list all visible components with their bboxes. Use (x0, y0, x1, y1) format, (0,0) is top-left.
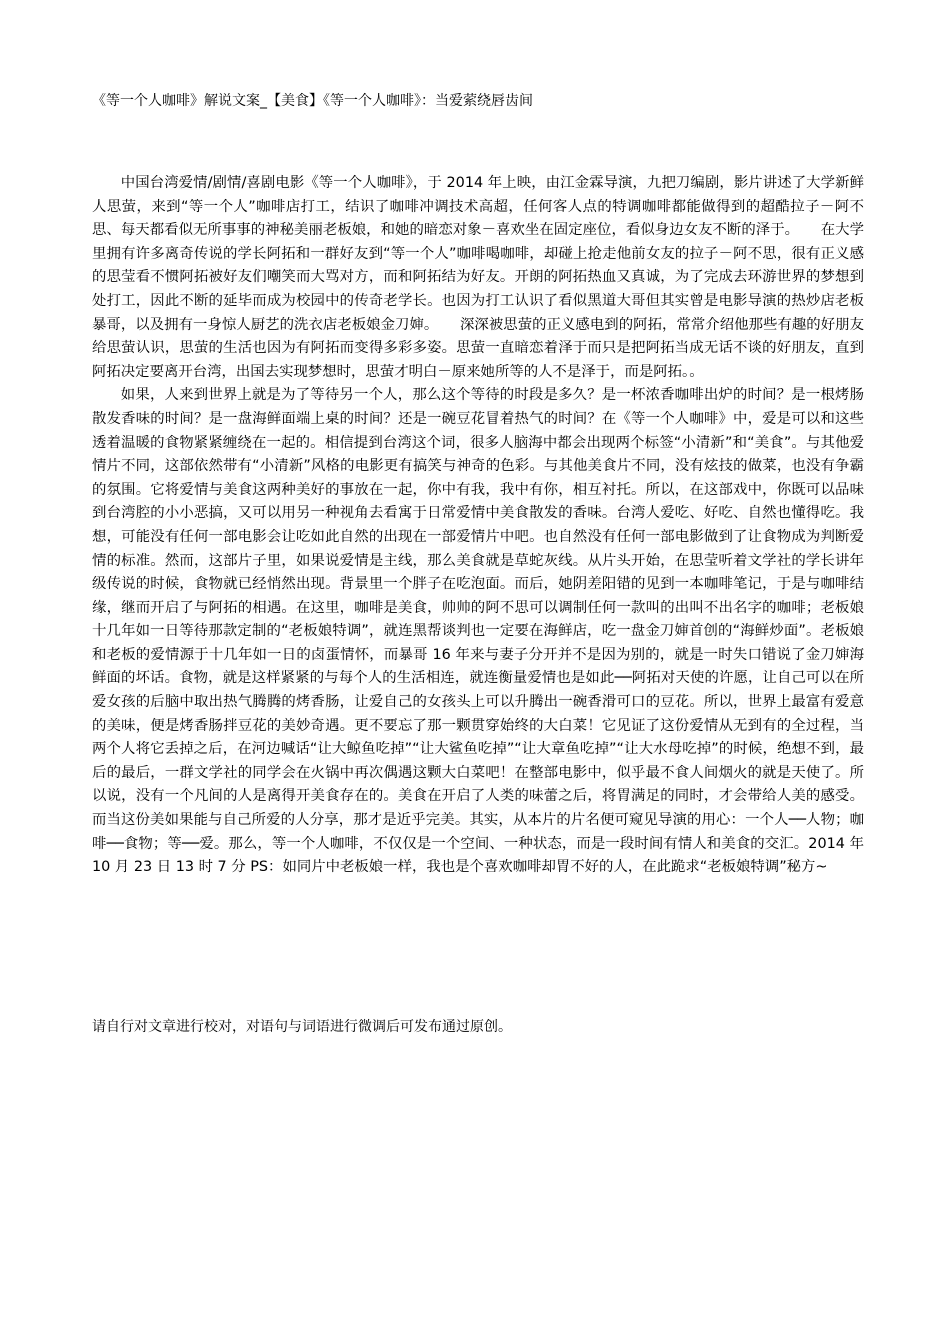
paragraph-synopsis: 中国台湾爱情/剧情/喜剧电影《等一个人咖啡》，于 2014 年上映，由江金霖导演，九把刀编剧，影片讲述了大学新鲜人思萤，来到“等一个人”咖啡店打工，结识了咖啡冲调技术高超，任何客人点的特调咖啡都能做得到的超酷拉子－阿不思、每天都看似无所事事的神秘美丽老板娘，和她的暗恋对象－喜欢坐在固定座位，看似身边女友不断的泽于。 在大学里拥有许多离奇传说的学长阿拓和一群好友到“等一个人”咖啡喝咖啡，却碰上抢走他前女友的拉子－阿不思，很有正义感的思莹看不惯阿拓被好友们嘲笑而大骂对方，而和阿拓结为好友。开朗的阿拓热血又真诚，为了完成去环游世界的梦想到处打工，因此不断的延毕而成为校园中的传奇老学长。也因为打工认识了看似黑道大哥但其实曾是电影导演的热炒店老板暴哥，以及拥有一身惊人厨艺的洗衣店老板娘金刀婶。 深深被思萤的正义感电到的阿拓，常常介绍他那些有趣的好朋友给思萤认识，思萤的生活也因为有阿拓而变得多彩多姿。思萤一直暗恋着泽于而只是把阿拓当成无话不谈的好朋友，直到阿拓决定要离开台湾，出国去实现梦想时，思萤才明白－原来她所等的人不是泽于，而是阿拓。。 (92, 175, 864, 380)
paragraph-review: 如果，人来到世界上就是为了等待另一个人，那么这个等待的时段是多久？是一杯浓香咖啡出炉的时间？是一根烤肠散发香味的时间？是一盘海鲜面端上桌的时间？还是一碗豆花冒着热气的时间？在《等一个人咖啡》中，爱是可以和这些透着温暖的食物紧紧缠绕在一起的。相信提到台湾这个词，很多人脑海中都会出现两个标签“小清新”和“美食”。与其他爱情片不同，这部依然带有“小清新”风格的电影更有搞笑与神奇的色彩。与其他美食片不同，没有炫技的做菜，也没有争霸的氛围。它将爱情与美食这两种美好的事放在一起，你中有我，我中有你，相互衬托。所以，在这部戏中，你既可以品味到台湾腔的小小恶搞，又可以用另一种视角去看寓于日常爱情中美食散发的香味。台湾人爱吃、好吃、自然也懂得吃。我想，可能没有任何一部电影会让吃如此自然的出现在一部爱情片中吧。也自然没有任何一部电影做到了让食物成为判断爱情的标准。然而，这部片子里，如果说爱情是主线，那么美食就是草蛇灰线。从片头开始，在思莹听着文学社的学长讲年级传说的时候，食物就已经悄然出现。背景里一个胖子在吃泡面。而后，她阴差阳错的见到一本咖啡笔记，于是与咖啡结缘，继而开启了与阿拓的相遇。在这里，咖啡是美食，帅帅的阿不思可以调制任何一款叫的出叫不出名字的咖啡；老板娘十几年如一日等待那款定制的“老板娘特调”，就连黑帮谈判也一定要在海鲜店，吃一盘金刀婶首创的“海鲜炒面”。老板娘和老板的爱情源于十几年如一日的卤蛋情怀，而暴哥 16 年来与妻子分开并不是因为别的，就是一时失口错说了金刀婶海鲜面的坏话。食物，就是这样紧紧的与每个人的生活相连，就连衡量爱情也是如此──阿拓对天使的许愿，让自己可以在所爱女孩的后脑中取出热气腾腾的烤香肠，让爱自己的女孩头上可以升腾出一碗香滑可口的豆花。所以，世界上最富有爱意的美味，便是烤香肠拌豆花的美妙奇遇。更不要忘了那一颗贯穿始终的大白菜！它见证了这份爱情从无到有的全过程，当两个人将它丢掉之后，在河边喊话“让大鲸鱼吃掉”“让大鲨鱼吃掉”“让大章鱼吃掉”“让大水母吃掉”的时候，绝想不到，最后的最后，一群文学社的同学会在火锅中再次偶遇这颗大白菜吧！在整部电影中，似乎最不食人间烟火的就是天使了。所以说，没有一个凡间的人是离得开美食存在的。美食在开启了人类的味蕾之后，将胃满足的同时，才会带给人美的感受。而当这份美如果能与自己所爱的人分享，那才是近乎完美。其实，从本片的片名便可窥见导演的用心：一个人──人物；咖啡──食物；等──爱。那么，等一个人咖啡，不仅仅是一个空间、一种状态，而是一段时间有情人和美食的交汇。2014 年 10 月 23 日 13 时 7 分 PS：如同片中老板娘一样，我也是个喜欢咖啡却胃不好的人，在此跪求“老板娘特调”秘方~ (92, 387, 864, 876)
proofread-note: 请自行对文章进行校对，对语句与词语进行微调后可发布通过原创。 (92, 1019, 512, 1035)
document-title: 《等一个人咖啡》解说文案_【美食】《等一个人咖啡》：当爱萦绕唇齿间 (92, 93, 533, 109)
article-body (92, 172, 864, 880)
